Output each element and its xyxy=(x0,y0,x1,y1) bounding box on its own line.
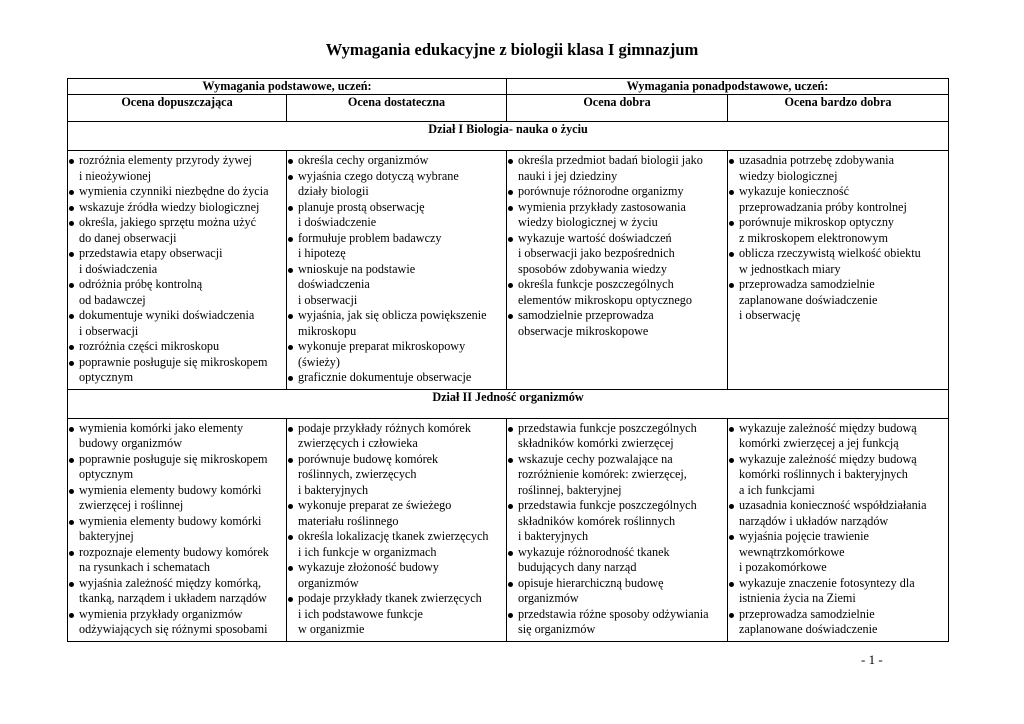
requirement-item xyxy=(507,498,727,545)
requirement-line: wskazuje źródła wiedzy biologicznej xyxy=(79,199,260,214)
requirement-item xyxy=(728,452,948,499)
requirement-line: wymienia czynniki niezbędne do życia xyxy=(79,184,269,198)
requirement-line: składników komórek roślinnych xyxy=(518,513,676,528)
requirement-list xyxy=(728,419,948,641)
section-title-row xyxy=(68,122,949,151)
requirement-line: określa cechy organizmów xyxy=(298,153,429,167)
requirement-list xyxy=(287,151,506,389)
requirement-item xyxy=(68,514,286,545)
requirement-line: wymienia przykłady organizmów xyxy=(79,606,243,621)
requirement-line: uzasadnia potrzebę zdobywania xyxy=(739,153,894,167)
requirement-line: i pozakomórkowe xyxy=(739,560,827,574)
requirement-item xyxy=(287,421,506,452)
requirement-line: samodzielnie przeprowadza xyxy=(518,308,654,322)
requirement-item xyxy=(287,153,506,169)
requirement-item xyxy=(507,277,727,308)
requirement-line: określa funkcje poszczególnych xyxy=(518,277,674,291)
requirement-line: organizmów xyxy=(518,591,579,605)
requirement-line: i obserwacji xyxy=(298,292,358,307)
requirement-item xyxy=(68,545,286,576)
requirement-line: i obserwację xyxy=(739,308,801,322)
requirement-level-header-row xyxy=(68,79,949,95)
section-title-row xyxy=(68,389,949,418)
requirement-line: wykonuje preparat ze świeżego xyxy=(298,498,452,512)
requirement-item xyxy=(507,153,727,184)
requirement-item xyxy=(287,200,506,231)
requirement-item xyxy=(507,607,727,638)
requirement-line: a ich funkcjami xyxy=(739,482,815,497)
requirement-item xyxy=(68,153,286,184)
requirements-cell xyxy=(507,418,728,641)
requirement-list xyxy=(68,419,286,641)
requirements-cell xyxy=(728,151,949,390)
requirements-cell xyxy=(728,418,949,641)
requirement-item xyxy=(287,169,506,200)
requirement-line: wykazuje różnorodność tkanek xyxy=(518,544,670,559)
requirement-line: rozpoznaje elementy budowy komórek xyxy=(79,544,269,559)
requirement-item xyxy=(287,339,506,370)
requirement-line: formułuje problem badawczy xyxy=(298,230,442,245)
requirement-line: obserwacje mikroskopowe xyxy=(518,323,649,338)
requirement-line: doświadczenia xyxy=(298,277,370,291)
requirement-item xyxy=(287,498,506,529)
requirement-line: i obserwacji xyxy=(79,323,139,338)
requirement-line: wykazuje konieczność xyxy=(739,184,849,198)
requirement-line: odróżnia próbę kontrolną xyxy=(79,277,203,291)
grade-header-bardzo-dobra: Ocena bardzo dobra xyxy=(728,95,949,122)
requirement-line: i doświadczenie xyxy=(298,215,377,229)
requirement-line: komórki roślinnych i bakteryjnych xyxy=(739,467,908,481)
requirement-item xyxy=(287,308,506,339)
requirement-line: oblicza rzeczywistą wielkość obiektu xyxy=(739,246,921,260)
requirement-item xyxy=(728,529,948,576)
requirement-line: nauki i jej dziedziny xyxy=(518,168,618,183)
grade-header-dostateczna: Ocena dostateczna xyxy=(287,95,507,122)
grade-header-dopuszczajaca: Ocena dopuszczająca xyxy=(68,95,287,122)
requirement-item xyxy=(728,184,948,215)
requirement-list xyxy=(287,419,506,641)
requirement-line: i doświadczenia xyxy=(79,261,158,276)
requirement-item xyxy=(68,483,286,514)
requirement-item xyxy=(287,591,506,638)
requirement-line: materiału roślinnego xyxy=(298,513,399,528)
requirement-item xyxy=(68,308,286,339)
requirement-line: komórki zwierzęcej a jej funkcją xyxy=(739,436,899,450)
requirement-item xyxy=(728,277,948,324)
requirement-line: w organizmie xyxy=(298,622,365,636)
requirement-line: składników komórki zwierzęcej xyxy=(518,436,674,450)
page-number: - 1 - xyxy=(861,652,883,667)
requirement-line: planuje prostą obserwację xyxy=(298,199,425,214)
requirement-line: określa lokalizację tkanek zwierzęcych xyxy=(298,529,489,543)
requirement-line: optycznym xyxy=(79,370,134,384)
requirement-line: roślinnej, bakteryjnej xyxy=(518,482,622,497)
section-title: Dział I Biologia- nauka o życiu xyxy=(68,122,949,151)
requirement-line: poprawnie posługuje się mikroskopem xyxy=(79,354,268,369)
requirement-item xyxy=(507,576,727,607)
requirement-line: rozróżnia części mikroskopu xyxy=(79,339,220,353)
requirement-item xyxy=(728,215,948,246)
requirement-line: przedstawia różne sposoby odżywiania xyxy=(518,606,709,621)
requirement-item xyxy=(507,200,727,231)
requirements-cell xyxy=(507,151,728,390)
requirement-line: wykazuje zależność między budową xyxy=(739,420,917,435)
requirements-cell xyxy=(68,151,287,390)
requirement-item xyxy=(68,184,286,200)
requirement-line: dokumentuje wyniki doświadczenia xyxy=(79,308,255,322)
requirement-line: wyjaśnia czego dotyczą wybrane xyxy=(298,168,459,183)
requirement-line: przeprowadzania próby kontrolnej xyxy=(739,199,907,214)
requirement-line: zaplanowane doświadczenie xyxy=(739,622,878,636)
requirement-line: na rysunkach i schematach xyxy=(79,560,210,574)
requirement-line: roślinnych, zwierzęcych xyxy=(298,467,417,481)
requirement-line: wymienia przykłady zastosowania xyxy=(518,199,686,214)
requirement-item xyxy=(287,560,506,591)
requirement-line: uzasadnia konieczność współdziałania xyxy=(739,498,927,512)
basic-requirements-header: Wymagania podstawowe, uczeń: xyxy=(68,79,507,95)
requirement-item xyxy=(507,231,727,278)
requirement-list xyxy=(507,151,727,342)
requirement-line: wyjaśnia zależność między komórką, xyxy=(79,575,262,590)
requirement-line: budowy organizmów xyxy=(79,436,183,450)
requirement-item xyxy=(507,184,727,200)
requirement-item xyxy=(287,452,506,499)
requirement-line: poprawnie posługuje się mikroskopem xyxy=(79,451,268,466)
requirement-line: wykonuje preparat mikroskopowy xyxy=(298,339,466,353)
requirement-line: elementów mikroskopu optycznego xyxy=(518,292,692,307)
table-body xyxy=(68,122,949,642)
requirement-line: opisuje hierarchiczną budowę xyxy=(518,575,664,590)
requirement-line: wyjaśnia, jak się oblicza powiększenie xyxy=(298,308,487,322)
requirement-item xyxy=(68,246,286,277)
requirement-item xyxy=(287,370,506,386)
requirement-line: wymienia elementy budowy komórki xyxy=(79,482,262,497)
requirement-line: wyjaśnia pojęcie trawienie xyxy=(739,529,869,543)
requirement-line: przedstawia funkcje poszczególnych xyxy=(518,498,697,512)
requirement-line: od badawczej xyxy=(79,292,146,307)
requirement-line: i hipotezę xyxy=(298,246,346,260)
requirement-line: i ich podstawowe funkcje xyxy=(298,606,423,621)
requirement-line: podaje przykłady różnych komórek xyxy=(298,420,471,435)
requirement-line: określa, jakiego sprzętu można użyć xyxy=(79,215,256,229)
requirement-item xyxy=(68,339,286,355)
requirement-line: działy biologii xyxy=(298,184,369,198)
requirement-line: podaje przykłady tkanek zwierzęcych xyxy=(298,591,482,605)
requirement-item xyxy=(287,231,506,262)
requirements-table xyxy=(67,78,949,642)
requirement-line: wewnątrzkomórkowe xyxy=(739,544,845,559)
requirement-item xyxy=(68,277,286,308)
requirement-item xyxy=(68,215,286,246)
grade-header-dobra: Ocena dobra xyxy=(507,95,728,122)
requirement-line: organizmów xyxy=(298,575,359,590)
requirement-line: porównuje różnorodne organizmy xyxy=(518,184,684,198)
requirement-line: mikroskopu xyxy=(298,323,357,338)
requirement-line: się organizmów xyxy=(518,622,596,636)
requirement-item xyxy=(68,607,286,638)
requirement-line: przedstawia etapy obserwacji xyxy=(79,246,223,260)
requirement-line: wnioskuje na podstawie xyxy=(298,261,416,276)
requirement-line: bakteryjnej xyxy=(79,529,134,543)
section-title: Dział II Jedność organizmów xyxy=(68,389,949,418)
requirement-item xyxy=(287,529,506,560)
requirement-line: do danej obserwacji xyxy=(79,230,177,245)
requirement-line: wykazuje złożoność budowy xyxy=(298,560,439,574)
requirement-line: wiedzy biologicznej xyxy=(739,168,838,183)
requirement-line: i ich funkcje w organizmach xyxy=(298,544,437,559)
advanced-requirements-header: Wymagania ponadpodstawowe, uczeń: xyxy=(507,79,949,95)
requirement-item xyxy=(728,153,948,184)
requirement-line: wymienia komórki jako elementy xyxy=(79,420,244,435)
requirement-line: istnienia życia na Ziemi xyxy=(739,591,856,605)
requirement-line: porównuje budowę komórek xyxy=(298,451,439,466)
page-title: Wymagania edukacyjne z biologii klasa I gimnazjum xyxy=(325,40,699,59)
requirement-item xyxy=(287,262,506,309)
requirements-cell xyxy=(68,418,287,641)
requirement-item xyxy=(728,421,948,452)
requirement-line: rozróżnia elementy przyrody żywej xyxy=(79,153,252,167)
requirement-item xyxy=(728,246,948,277)
requirement-item xyxy=(728,576,948,607)
requirement-line: zwierzęcych i człowieka xyxy=(298,436,418,450)
requirement-line: wykazuje zależność między budową xyxy=(739,451,917,466)
requirement-line: sposobów zdobywania wiedzy xyxy=(518,261,667,276)
requirement-line: i bakteryjnych xyxy=(298,482,369,497)
requirement-line: z mikroskopem elektronowym xyxy=(739,230,888,245)
requirement-line: optycznym xyxy=(79,467,134,481)
requirements-cell xyxy=(287,151,507,390)
requirement-line: i obserwacji jako bezpośrednich xyxy=(518,246,675,260)
requirement-list xyxy=(507,419,727,641)
requirement-item xyxy=(507,452,727,499)
requirement-line: w jednostkach miary xyxy=(739,261,841,276)
requirement-line: (świeży) xyxy=(298,354,340,369)
requirement-line: odżywiających się różnymi sposobami xyxy=(79,622,268,636)
requirement-line: budujących dany narząd xyxy=(518,560,637,574)
requirement-line: przeprowadza samodzielnie xyxy=(739,606,875,621)
requirement-line: porównuje mikroskop optyczny xyxy=(739,215,895,229)
requirement-line: wiedzy biologicznej w życiu xyxy=(518,215,658,229)
requirement-line: zwierzęcej i roślinnej xyxy=(79,498,184,512)
requirement-item xyxy=(68,355,286,386)
requirement-line: i nieożywionej xyxy=(79,168,152,183)
section-content-row xyxy=(68,418,949,641)
requirement-item xyxy=(68,421,286,452)
requirement-line: określa przedmiot badań biologii jako xyxy=(518,153,703,167)
requirement-line: graficznie dokumentuje obserwacje xyxy=(298,370,472,384)
requirement-item xyxy=(728,607,948,638)
requirement-line: wykazuje wartość doświadczeń xyxy=(518,230,672,245)
requirement-line: narządów i układów narządów xyxy=(739,513,889,528)
requirement-list xyxy=(68,151,286,389)
requirement-line: wykazuje znaczenie fotosyntezy dla xyxy=(739,575,915,590)
requirement-item xyxy=(68,576,286,607)
requirement-line: tkanką, narządem i układem narządów xyxy=(79,591,267,605)
requirement-item xyxy=(728,498,948,529)
requirement-line: przeprowadza samodzielnie xyxy=(739,277,875,291)
grade-header-row xyxy=(68,95,949,122)
requirement-line: rozróżnienie komórek: zwierzęcej, xyxy=(518,467,687,481)
requirements-cell xyxy=(287,418,507,641)
requirement-list xyxy=(728,151,948,327)
requirement-item xyxy=(507,421,727,452)
requirement-line: i bakteryjnych xyxy=(518,529,589,543)
requirement-line: wymienia elementy budowy komórki xyxy=(79,513,262,528)
requirement-line: zaplanowane doświadczenie xyxy=(739,292,878,307)
requirement-line: wskazuje cechy pozwalające na xyxy=(518,451,673,466)
requirement-item xyxy=(68,200,286,216)
requirement-item xyxy=(507,545,727,576)
section-content-row xyxy=(68,151,949,390)
requirement-item xyxy=(507,308,727,339)
requirement-item xyxy=(68,452,286,483)
requirement-line: przedstawia funkcje poszczególnych xyxy=(518,420,697,435)
